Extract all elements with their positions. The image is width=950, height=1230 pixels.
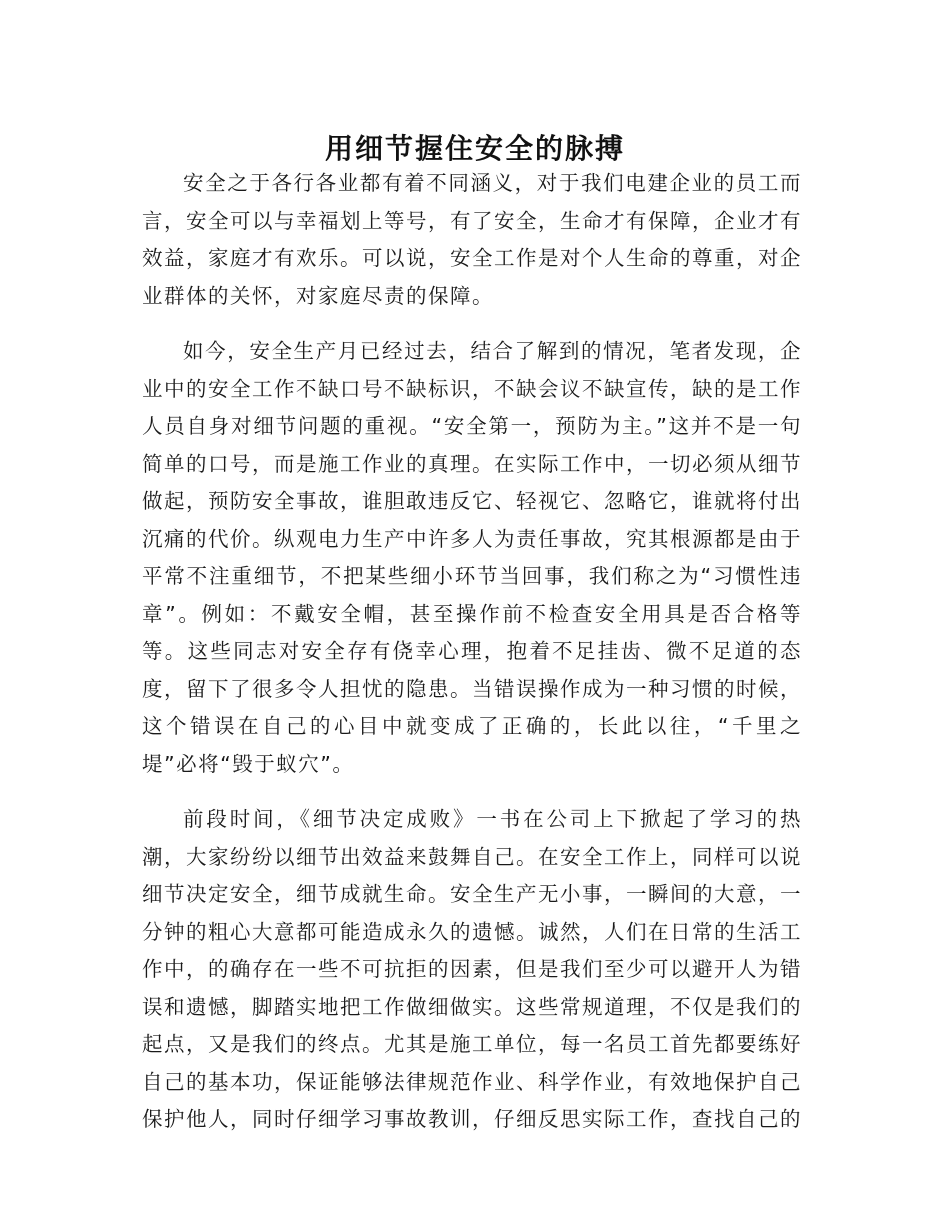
document-body <box>142 165 802 1157</box>
paragraph: 如今，安全生产月已经过去，结合了解到的情况，笔者发现，企业中的安全工作不缺口号不缺标识，不缺会议不缺宣传，缺的是工作人员自身对细节问题的重视。“安全第一，预防为主。”这并不是一句简单的口号，而是施工作业的真理。在实际工作中，一切必须从细节做起，预防安全事故，谁胆敢违反它、轻视它、忽略它，谁就将付出沉痛的代价。纵观电力生产中许多人为责任事故，究其根源都是由于平常不注重细节，不把某些细小环节当回事，我们称之为“习惯性违章”。例如：不戴安全帽，甚至操作前不检查安全用具是否合格等等。这些同志对安全存有侥幸心理，抱着不足挂齿、微不足道的态度，留下了很多令人担忧的隐患。当错误操作成为一种习惯的时候，这个错误在自己的心目中就变成了正确的，长此以往，“千里之堤”必将“毁于蚁穴”。 <box>142 339 802 776</box>
paragraph: 前段时间，《细节决定成败》一书在公司上下掀起了学习的热潮，大家纷纷以细节出效益来鼓舞自己。在安全工作上，同样可以说细节决定安全，细节成就生命。安全生产无小事，一瞬间的大意，一分钟的粗心大意都可能造成永久的遗憾。诚然，人们在日常的生活工作中，的确存在一些不可抗拒的因素，但是我们至少可以避开人为错误和遗憾，脚踏实地把工作做细做实。这些常规道理，不仅是我们的起点，又是我们的终点。尤其是施工单位，每一名员工首先都要练好自己的基本功，保证能够法律规范作业、科学作业，有效地保护自己保护他人，同时仔细学习事故教训，仔细反思实际工作，查找自己的 <box>142 807 802 1131</box>
paragraph: 安全之于各行各业都有着不同涵义，对于我们电建企业的员工而言，安全可以与幸福划上等号，有了安全，生命才有保障，企业才有效益，家庭才有欢乐。可以说，安全工作是对个人生命的尊重，对企业群体的关怀，对家庭尽责的保障。 <box>142 171 802 308</box>
document-title: 用细节握住安全的脉搏 <box>324 131 625 165</box>
